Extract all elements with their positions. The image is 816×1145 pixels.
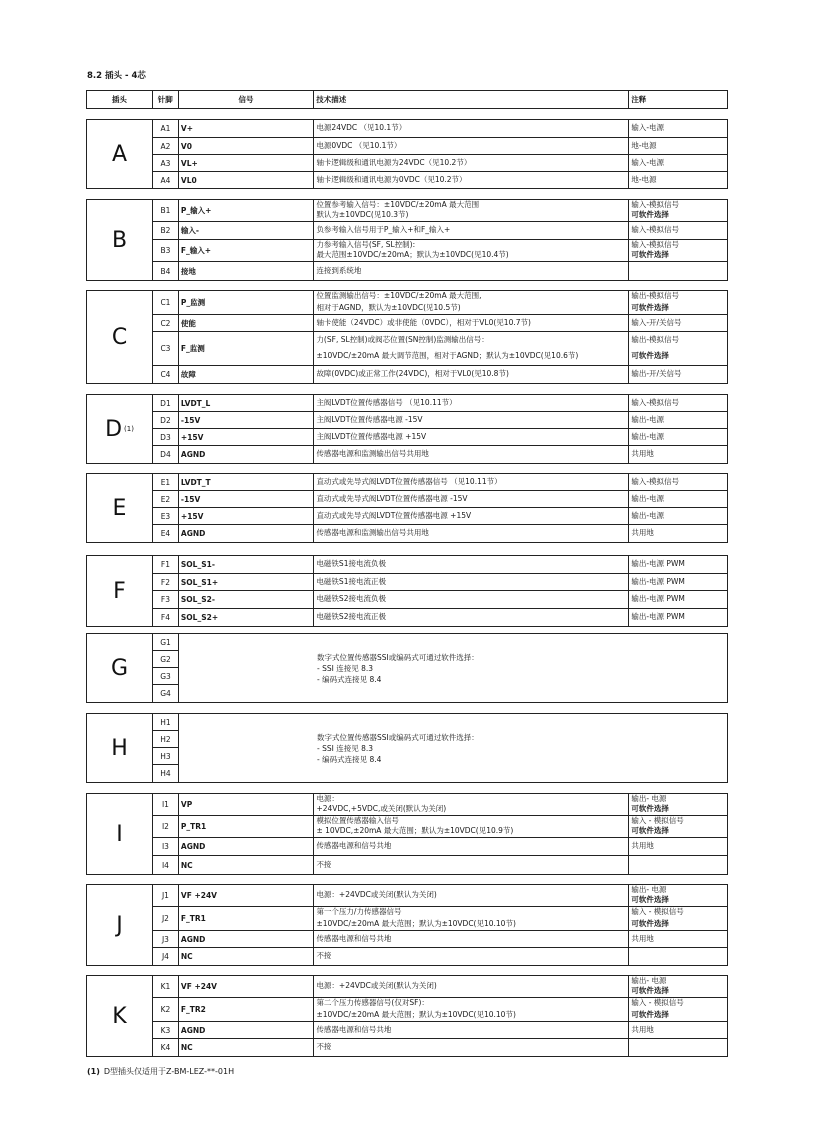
pin-cell: D1 — [153, 395, 179, 411]
table-row — [153, 291, 727, 315]
note-cell: 输入 - 模拟信号 可软件选择 — [631, 815, 684, 836]
pin-cell: F4 — [153, 609, 179, 626]
desc-cell: 轴卡使能（24VDC）或非使能（0VDC），相对于VL0(见10.7节) — [314, 315, 629, 331]
signal-cell: +15V — [179, 429, 315, 445]
pin-cell: G1 — [160, 637, 171, 647]
signal-cell: AGND — [179, 1022, 315, 1038]
plug-letter: K — [87, 976, 153, 1056]
table-row — [153, 262, 727, 280]
table-row — [153, 491, 727, 508]
note-cell: 输出-电源 PWM — [631, 559, 685, 569]
note-cell — [629, 262, 727, 280]
pin-cell: G3 — [160, 671, 171, 681]
table-row — [153, 429, 727, 446]
pin-cell: C2 — [153, 315, 179, 331]
pin-cell: H1 — [160, 717, 171, 727]
desc-cell: 电源：+24VDC或关闭(默认为关闭) — [314, 885, 629, 906]
desc-cell: 力参考输入信号(SF, SL控制): 最大范围±10VDC/±20mA；默认为±10VDC(见10.4节) — [314, 240, 629, 261]
table-row — [153, 948, 727, 965]
table-row — [153, 685, 179, 702]
pin-cell: F3 — [153, 591, 179, 608]
shared-description: 数字式位置传感器SSI或编码式可通过软件选择： - SSI 连接见 8.3 - 编码式连接见 8.4 — [317, 732, 479, 764]
note-cell: 输入-电源 — [631, 157, 665, 167]
note-cell — [629, 856, 727, 874]
signal-cell: +15V — [179, 508, 315, 524]
pin-cell: D4 — [153, 446, 179, 463]
table-row — [153, 591, 727, 609]
desc-cell: 轴卡逻辑级和通讯电源为0VDC（见10.2节） — [314, 172, 629, 188]
desc-cell: 轴卡逻辑级和通讯电源为24VDC（见10.2节） — [314, 155, 629, 171]
signal-cell: F_监测 — [179, 332, 315, 365]
desc-cell: 电源24VDC （见10.1节） — [314, 120, 629, 137]
table-row — [153, 794, 727, 816]
table-row — [153, 998, 727, 1022]
desc-cell: 负参考输入信号用于P_输入+和F_输入+ — [314, 222, 629, 239]
pin-cell: C1 — [153, 291, 179, 314]
table-row — [153, 332, 727, 366]
table-row — [153, 556, 727, 574]
signal-cell: AGND — [179, 838, 315, 855]
desc-cell: 传感器电源和信号共地 — [314, 931, 629, 947]
desc-cell: 主阀LVDT位置传感器信号 （见10.11节） — [314, 395, 629, 411]
table-row — [153, 1022, 727, 1039]
note-cell: 输出- 电源 可软件选择 — [631, 975, 669, 996]
pin-cell: J1 — [153, 885, 179, 906]
group-c — [86, 290, 728, 384]
pin-cell: K3 — [153, 1022, 179, 1038]
table-row — [153, 366, 727, 383]
pin-cell: A3 — [153, 155, 179, 171]
pin-cell: J2 — [153, 907, 179, 930]
note-cell: 输入-开/关信号 — [631, 317, 682, 327]
signal-cell: -15V — [179, 491, 315, 507]
pin-cell: K1 — [153, 976, 179, 997]
table-row — [153, 474, 727, 491]
desc-cell: 位置参考输入信号：±10VDC/±20mA 最大范围 默认为±10VDC(见10.3节) — [314, 200, 629, 221]
pin-cell: D3 — [153, 429, 179, 445]
desc-cell: 力(SF, SL控制)或阀芯位置(SN控制)监测输出信号： ±10VDC/±20mA 最大调节范围，相对于AGND；默认为±10VDC(见10.6节) — [314, 332, 629, 365]
desc-cell: 故障(0VDC)或正常工作(24VDC)，相对于VL0(见10.8节) — [314, 366, 629, 383]
plug-letter: C — [87, 291, 153, 383]
signal-cell: NC — [179, 1039, 315, 1056]
note-cell: 输入 - 模拟信号 可软件选择 — [631, 998, 684, 1019]
desc-cell: 第二个压力传感器信号(仅对SF)： ±10VDC/±20mA 最大范围；默认为±10VDC(见10.10节) — [314, 998, 629, 1021]
desc-cell: 连接到系统地 — [314, 262, 629, 280]
table-row — [153, 412, 727, 429]
group-f — [86, 555, 728, 627]
group-j — [86, 884, 728, 966]
shared-description: 数字式位置传感器SSI或编码式可通过软件选择： - SSI 连接见 8.3 - 编码式连接见 8.4 — [317, 652, 479, 684]
pin-cell: F2 — [153, 574, 179, 590]
table-row — [153, 240, 727, 262]
note-cell: 输入-模拟信号 可软件选择 — [631, 199, 680, 220]
note-cell: 输出-电源 PWM — [631, 576, 685, 586]
pin-cell: B1 — [153, 200, 179, 221]
table-row — [153, 446, 727, 463]
pin-cell: E2 — [153, 491, 179, 507]
note-cell: 输入-模拟信号 — [631, 397, 680, 407]
table-row — [153, 907, 727, 931]
desc-cell: 主阀LVDT位置传感器电源 -15V — [314, 412, 629, 428]
group-a — [86, 119, 728, 189]
signal-cell: NC — [179, 856, 315, 874]
group-k — [86, 975, 728, 1057]
signal-cell: AGND — [179, 446, 315, 463]
table-row — [153, 885, 727, 907]
table-row — [153, 200, 727, 222]
plug-letter: G — [87, 634, 153, 702]
note-cell — [629, 1039, 727, 1056]
desc-cell: 不接 — [314, 1039, 629, 1056]
table-row — [153, 838, 727, 856]
group-b — [86, 199, 728, 281]
signal-cell: P_输入+ — [179, 200, 315, 221]
pin-cell: E4 — [153, 525, 179, 542]
pin-cell: K4 — [153, 1039, 179, 1056]
table-row — [153, 856, 727, 874]
signal-cell: SOL_S1- — [179, 556, 315, 573]
table-row — [153, 525, 727, 542]
pin-cell: B4 — [153, 262, 179, 280]
desc-cell: 传感器电源和信号共地 — [314, 1022, 629, 1038]
header-plug: 插头 — [87, 91, 153, 108]
pin-cell: J3 — [153, 931, 179, 947]
table-row — [153, 748, 179, 765]
pin-cell: I4 — [153, 856, 179, 874]
desc-cell: 不接 — [314, 856, 629, 874]
group-g — [86, 633, 728, 703]
pin-cell: H2 — [160, 734, 171, 744]
desc-cell: 电磁铁S2接电流正极 — [314, 609, 629, 626]
header-description: 技术描述 — [314, 91, 629, 108]
desc-cell: 传感器电源和监测输出信号共用地 — [314, 525, 629, 542]
plug-letter: E — [87, 474, 153, 542]
note-cell: 输入 - 模拟信号 可软件选择 — [631, 907, 684, 928]
pin-cell: C3 — [153, 332, 179, 365]
note-cell: 输入-模拟信号 可软件选择 — [631, 239, 680, 260]
header-signal: 信号 — [179, 91, 315, 108]
table-row — [153, 138, 727, 155]
note-cell: 共用地 — [631, 841, 654, 851]
table-row — [153, 222, 727, 240]
signal-cell: -15V — [179, 412, 315, 428]
desc-cell: 不接 — [314, 948, 629, 965]
note-cell: 输出-电源 PWM — [631, 594, 685, 604]
signal-cell: P_TR1 — [179, 816, 315, 837]
table-row — [153, 508, 727, 525]
pin-cell: I2 — [153, 816, 179, 837]
signal-cell: F_TR1 — [179, 907, 315, 930]
table-row — [153, 651, 179, 668]
pin-cell: H3 — [160, 751, 171, 761]
signal-cell: 故障 — [179, 366, 315, 383]
table-row — [153, 172, 727, 188]
note-cell: 共用地 — [631, 528, 654, 538]
signal-cell: AGND — [179, 931, 315, 947]
signal-cell: SOL_S2- — [179, 591, 315, 608]
plug-letter: I — [87, 794, 153, 874]
note-cell: 输入-模拟信号 — [631, 225, 680, 235]
pin-cell: A1 — [153, 120, 179, 137]
desc-cell: 传感器电源和监测输出信号共用地 — [314, 446, 629, 463]
table-row — [153, 668, 179, 685]
signal-cell: F_输入+ — [179, 240, 315, 261]
note-cell: 输入-电源 — [631, 123, 665, 133]
desc-cell: 电磁铁S1接电流负极 — [314, 556, 629, 573]
group-d — [86, 394, 728, 464]
signal-cell: LVDT_T — [179, 474, 315, 490]
signal-cell: VP — [179, 794, 315, 815]
signal-cell: V+ — [179, 120, 315, 137]
pin-cell: A4 — [153, 172, 179, 188]
header-pin: 针脚 — [153, 91, 179, 108]
group-e — [86, 473, 728, 543]
note-cell: 输出-模拟信号 可软件选择 — [631, 334, 680, 361]
desc-cell: 电源： +24VDC,+5VDC,或关闭(默认为关闭) — [314, 794, 629, 815]
plug-letter: B — [87, 200, 153, 280]
desc-cell: 模拟位置传感器输入信号 ± 10VDC,±20mA 最大范围；默认为±10VDC(见10.9节) — [314, 816, 629, 837]
note-cell — [629, 948, 727, 965]
pin-cell: D2 — [153, 412, 179, 428]
note-cell: 输出-电源 PWM — [631, 612, 685, 622]
table-row — [153, 931, 727, 948]
note-cell: 地-电源 — [631, 140, 657, 150]
pin-cell: H4 — [160, 769, 171, 778]
signal-cell: VF +24V — [179, 885, 315, 906]
note-cell: 共用地 — [631, 1024, 654, 1034]
pin-cell: I1 — [153, 794, 179, 815]
pin-cell: I3 — [153, 838, 179, 855]
footnote — [87, 1066, 234, 1077]
pin-cell: F1 — [153, 556, 179, 573]
note-cell: 共用地 — [631, 449, 654, 459]
desc-cell: 主阀LVDT位置传感器电源 +15V — [314, 429, 629, 445]
plug-letter: F — [87, 556, 153, 626]
pin-cell: A2 — [153, 138, 179, 154]
table-row — [153, 155, 727, 172]
table-row — [153, 315, 727, 332]
note-cell: 输入-模拟信号 — [631, 476, 680, 486]
signal-cell: AGND — [179, 525, 315, 542]
group-i — [86, 793, 728, 875]
note-cell: 输出-开/关信号 — [631, 369, 682, 379]
pin-cell: G2 — [160, 654, 171, 664]
table-row — [153, 976, 727, 998]
plug-letter: H — [87, 714, 153, 782]
desc-cell: 电磁铁S1接电流正极 — [314, 574, 629, 590]
signal-cell: VL+ — [179, 155, 315, 171]
table-row — [153, 731, 179, 748]
note-cell: 输出-电源 — [631, 510, 665, 520]
table-row — [153, 765, 179, 782]
section-title: 8.2 插头 - 4芯 — [87, 71, 146, 81]
signal-cell: 接地 — [179, 262, 315, 280]
desc-cell: 传感器电源和信号共地 — [314, 838, 629, 855]
plug-letter: A — [87, 120, 153, 188]
note-cell: 输出- 电源 可软件选择 — [631, 884, 669, 905]
table-row — [153, 714, 179, 731]
signal-cell: V0 — [179, 138, 315, 154]
table-row — [153, 634, 179, 651]
signal-cell: NC — [179, 948, 315, 965]
desc-cell: 直动式或先导式阀LVDT位置传感器电源 +15V — [314, 508, 629, 524]
table-row — [153, 574, 727, 591]
table-row — [153, 609, 727, 626]
signal-cell: LVDT_L — [179, 395, 315, 411]
group-h — [86, 713, 728, 783]
desc-cell: 直动式或先导式阀LVDT位置传感器信号 （见10.11节） — [314, 474, 629, 490]
header-note: 注释 — [631, 95, 647, 104]
plug-letter: D (1) — [87, 395, 153, 463]
pin-cell: C4 — [153, 366, 179, 383]
signal-cell: 输入- — [179, 222, 315, 239]
footnote-ref: (1) — [124, 425, 134, 433]
footnote-text: D型插头仅适用于Z-BM-LEZ-**-01H — [103, 1067, 235, 1076]
signal-cell: 使能 — [179, 315, 315, 331]
signal-cell: F_TR2 — [179, 998, 315, 1021]
note-cell: 输出-模拟信号 可软件选择 — [631, 291, 680, 312]
signal-cell: P_监测 — [179, 291, 315, 314]
note-cell: 输出-电源 — [631, 493, 665, 503]
table-row — [153, 395, 727, 412]
pin-cell: K2 — [153, 998, 179, 1021]
footnote-mark: (1) — [87, 1067, 100, 1076]
plug-letter: J — [87, 885, 153, 965]
table-header — [86, 90, 728, 109]
note-cell: 输出-电源 — [631, 431, 665, 441]
signal-cell: SOL_S2+ — [179, 609, 315, 626]
pin-cell: G4 — [160, 689, 171, 698]
signal-cell: SOL_S1+ — [179, 574, 315, 590]
note-cell: 输出- 电源 可软件选择 — [631, 793, 669, 814]
table-row — [153, 120, 727, 138]
pin-cell: E1 — [153, 474, 179, 490]
note-cell: 共用地 — [631, 933, 654, 943]
pin-cell: J4 — [153, 948, 179, 965]
signal-cell: VL0 — [179, 172, 315, 188]
desc-cell: 第一个压力/力传感器信号 ±10VDC/±20mA 最大范围；默认为±10VDC(见10.10节) — [314, 907, 629, 930]
desc-cell: 电磁铁S2接电流负极 — [314, 591, 629, 608]
pin-cell: E3 — [153, 508, 179, 524]
desc-cell: 位置监测输出信号：±10VDC/±20mA 最大范围, 相对于AGND，默认为±10VDC(见10.5节) — [314, 291, 629, 314]
desc-cell: 电源：+24VDC或关闭(默认为关闭) — [314, 976, 629, 997]
note-cell: 地-电源 — [631, 174, 657, 184]
table-row — [153, 816, 727, 838]
note-cell: 输出-电源 — [631, 414, 665, 424]
desc-cell: 直动式或先导式阀LVDT位置传感器电源 -15V — [314, 491, 629, 507]
pin-cell: B2 — [153, 222, 179, 239]
table-row — [153, 1039, 727, 1056]
signal-cell: VF +24V — [179, 976, 315, 997]
pin-cell: B3 — [153, 240, 179, 261]
desc-cell: 电源0VDC （见10.1节） — [314, 138, 629, 154]
